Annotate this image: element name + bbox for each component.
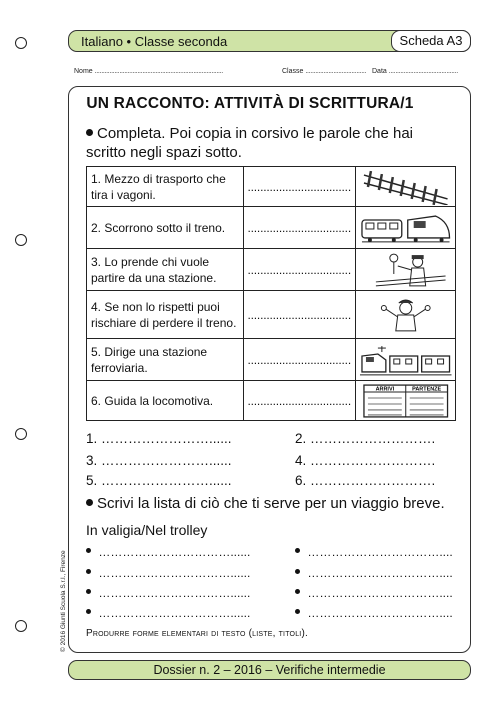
- list-subheading: In valigia/Nel trolley: [86, 522, 208, 538]
- class-field: Classe .....................................: [282, 68, 367, 75]
- table-row: [87, 249, 456, 291]
- table-row: [87, 381, 456, 421]
- page-title: UN RACCONTO: ATTIVITÀ DI SCRITTURA/1: [86, 95, 414, 112]
- answer-blank[interactable]: .................................: [243, 339, 355, 381]
- list-item-line[interactable]: ……………………………......: [86, 606, 250, 620]
- answer-line[interactable]: 4. ……………………….: [295, 453, 436, 468]
- binder-hole-4: [15, 620, 27, 632]
- station-master-icon: [355, 249, 456, 291]
- footer-bar: [68, 660, 471, 680]
- timetable-board-icon: [355, 381, 456, 421]
- list-item-line[interactable]: ……………………………....: [295, 566, 453, 580]
- arrivi-label: ARRIVI: [375, 386, 394, 393]
- question-text: 2. Scorrono sotto il treno.: [87, 207, 244, 249]
- locomotive-icon: [355, 339, 456, 381]
- exercise2-instruction: Scrivi la lista di ciò che ti serve per un viaggio breve.: [86, 494, 445, 513]
- list-item-line[interactable]: ……………………………....: [295, 586, 453, 600]
- copyright-credit: © 2016 Giunti Scuola S.r.l., Firenze: [60, 550, 67, 652]
- answer-blank[interactable]: .................................: [243, 249, 355, 291]
- conductor-icon: [355, 291, 456, 339]
- exercise-table: [86, 166, 456, 421]
- question-text: 4. Se non lo rispetti puoi rischiare di perdere il treno.: [87, 291, 244, 339]
- bullet-icon: [86, 548, 91, 553]
- header-bar: [68, 30, 471, 52]
- answer-line[interactable]: 6. ……………………….: [295, 473, 436, 488]
- question-text: 5. Dirige una stazione ferroviaria.: [87, 339, 244, 381]
- list-item-line[interactable]: ……………………………....: [295, 606, 453, 620]
- bullet-icon: [295, 548, 300, 553]
- answer-blank[interactable]: .................................: [243, 207, 355, 249]
- binder-hole-2: [15, 234, 27, 246]
- table-row: [87, 167, 456, 207]
- list-item-line[interactable]: ……………………………......: [86, 545, 250, 559]
- list-item-line[interactable]: ……………………………......: [86, 566, 250, 580]
- name-label: Nome: [74, 68, 93, 75]
- table-row: [87, 291, 456, 339]
- binder-hole-1: [15, 37, 27, 49]
- bullet-icon: [295, 569, 300, 574]
- name-field: Nome ..............................................................................: [74, 68, 223, 75]
- header-subject: Italiano • Classe seconda: [81, 34, 228, 49]
- partenze-label: PARTENZE: [411, 386, 441, 393]
- train-icon: [355, 207, 456, 249]
- bullet-icon: [295, 589, 300, 594]
- bullet-icon: [86, 589, 91, 594]
- bullet-icon: [86, 609, 91, 614]
- answer-line[interactable]: 5. ……………………......: [86, 473, 232, 488]
- bullet-icon: [86, 129, 93, 136]
- binder-hole-3: [15, 428, 27, 440]
- list-item-line[interactable]: ……………………………......: [86, 586, 250, 600]
- footer-label: Dossier n. 2 – 2016 – Verifiche intermedie: [153, 663, 386, 677]
- scheda-label: Scheda A3: [391, 30, 471, 52]
- date-field: Data ..........................................: [372, 68, 458, 75]
- bullet-icon: [86, 499, 93, 506]
- answer-line[interactable]: 1. ……………………......: [86, 431, 232, 446]
- question-text: 6. Guida la locomotiva.: [87, 381, 244, 421]
- question-text: 1. Mezzo di trasporto che tira i vagoni.: [87, 167, 244, 207]
- rail-tracks-icon: [355, 167, 456, 207]
- answer-line[interactable]: 3. ……………………......: [86, 453, 232, 468]
- table-row: [87, 339, 456, 381]
- bullet-icon: [86, 569, 91, 574]
- answer-blank[interactable]: .................................: [243, 381, 355, 421]
- answer-blank[interactable]: .................................: [243, 291, 355, 339]
- exercise1-instruction-line2: scritto negli spazi sotto.: [86, 144, 242, 161]
- answer-blank[interactable]: .................................: [243, 167, 355, 207]
- exercise1-instruction: [86, 124, 413, 162]
- question-text: 3. Lo prende chi vuole partire da una stazione.: [87, 249, 244, 291]
- date-label: Data: [372, 68, 387, 75]
- exercise1-instruction-line1: Completa. Poi copia in corsivo le parole che hai: [97, 125, 414, 142]
- class-label: Classe: [282, 68, 304, 75]
- footnote: Produrre forme elementari di testo (liste, titoli).: [86, 628, 308, 639]
- bullet-icon: [295, 609, 300, 614]
- answer-line[interactable]: 2. ……………………….: [295, 431, 436, 446]
- table-row: [87, 207, 456, 249]
- list-item-line[interactable]: ……………………………....: [295, 545, 453, 559]
